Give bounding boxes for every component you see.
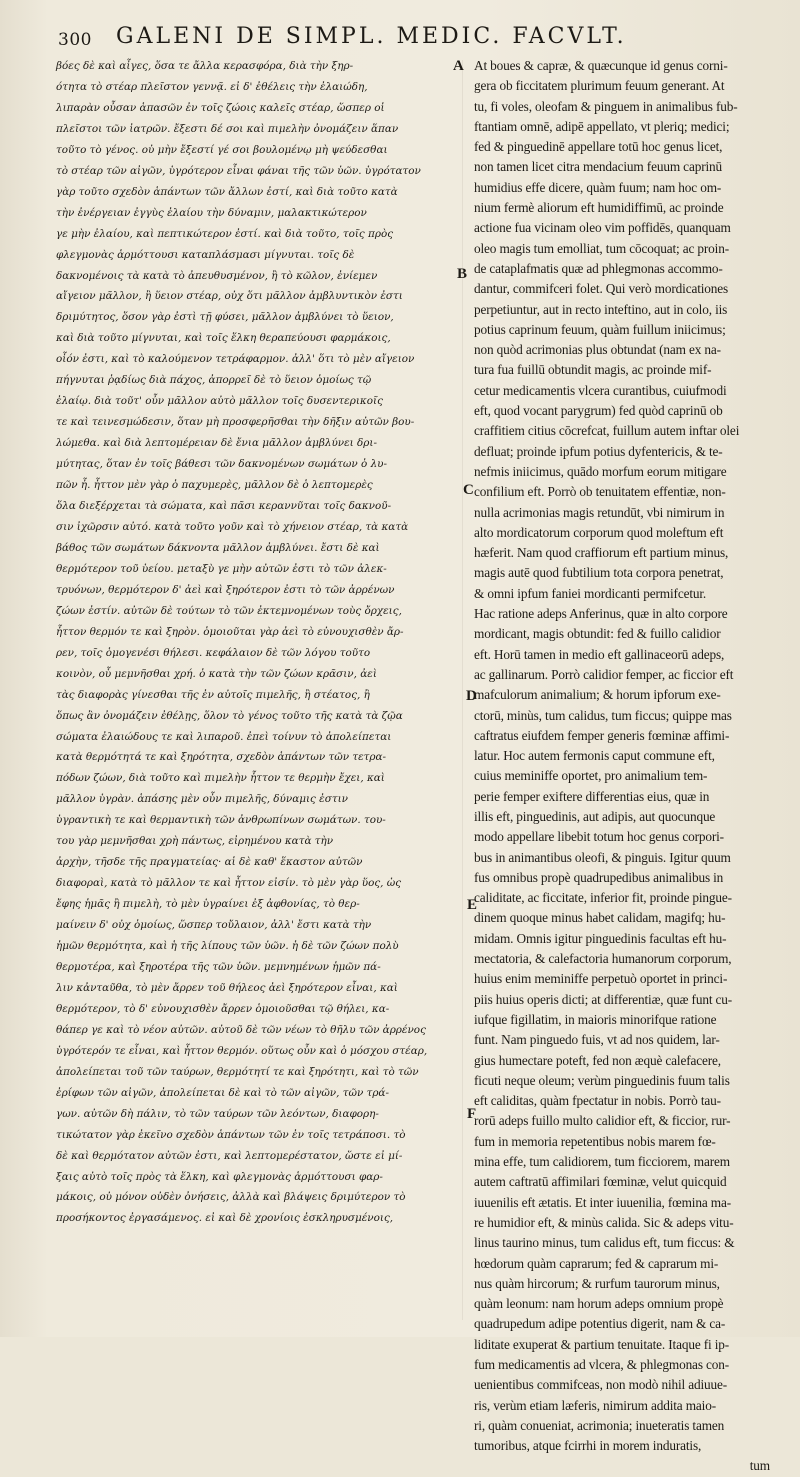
latin-text-line: hœdorum quàm caprarum; fed & caprarum mi- [474, 1255, 719, 1271]
latin-text-line: eft. Horū tamen in medio eft gallinaceorū adeps, [474, 646, 725, 662]
latin-text-line: nium fermè aliorum eft humidiffimū, ac proinde [474, 200, 724, 216]
greek-text-line: ὅλα διεξέρχεται τὰ σώματα, καὶ πᾶσι κεραννῦται τοῖς δακνοῦ- [56, 500, 392, 513]
greek-text-line: θερμότερον, τὸ δ' εὐνουχισθὲν ἄρρεν ὁμοιοῦσθαι τῷ θήλει, κα- [56, 1002, 390, 1015]
greek-text-line: πλεῖστοι τῶν ἰατρῶν. ἔξεστι δέ σοι καὶ πιμελὴν ὀνομάζειν ἅπαν [56, 122, 399, 135]
greek-text-line: γων. αὐτῶν δὴ πάλιν, τὸ τῶν ταύρων τῶν λεόντων, διαφορη- [56, 1107, 379, 1120]
greek-text-line: δὲ καὶ θερμότατον αὐτῶν ἐστι, καὶ λεπτομερέστατον, ὥστε εἰ μί- [56, 1149, 403, 1162]
margin-letter-a: A [453, 58, 464, 74]
latin-text-line: alto mordicatorum corporum quod moleftum eft [474, 524, 724, 540]
latin-text-line: ficuti neque oleum; verùm pinguedinis fuum talis [474, 1072, 730, 1088]
latin-text-line: potius caprinum feuum, quàm fuillum iniicimus; [474, 321, 726, 337]
latin-text-line: confilium eft. Porrò ob tenuitatem effentiæ, non- [474, 484, 726, 500]
latin-text-line: gius humectare poteft, fed non æquè calefacere, [474, 1052, 721, 1068]
greek-text-line: οἷόν ἐστι, καὶ τὸ καλούμενον τετράφαρμον. ἀλλ' ὅτι τὸ μὲν αἴγειον [56, 353, 415, 366]
latin-text-line: gera ob ficcitatem plurimum feuum generant. At [474, 78, 725, 94]
latin-text-line: liditate exuperat & partium tenuitate. Itaque fi ip- [474, 1336, 730, 1352]
greek-text-line: βάθος τῶν σωμάτων δάκνοντα μᾶλλον ἀμβλύνει. ἔστι δὲ καὶ [56, 541, 380, 554]
greek-text-line: αἴγειον μᾶλλον, ἢ ὕειον στέαρ, οὐχ ὅτι μᾶλλον ἀμβλυντικὸν ἐστι [56, 290, 403, 303]
greek-text-line: γὰρ τοῦτο σχεδὸν ἁπάντων τῶν ἄλλων ἐστί, καὶ διὰ τοῦτο κατὰ [56, 185, 398, 198]
greek-text-line: ἀρχὴν, τῆσδε τῆς πραγματείας· αἱ δὲ καθ' ἕκαστον αὐτῶν [56, 856, 363, 869]
latin-text-line: defluat; proinde ipfum potius dyfentericis, & te- [474, 443, 723, 459]
greek-text-line: μάκοις, οὐ μόνον οὐδὲν ὀνήσεις, ἀλλὰ καὶ βλάψεις δριμύτερον τὸ [56, 1191, 406, 1204]
latin-text-line: iuuenilis eft ætatis. Et inter iuuenilia, fœmina ma- [474, 1194, 731, 1210]
greek-text-line: λώμεθα. καὶ διὰ λεπτομέρειαν δὲ ἔνια μᾶλλον ἀμβλύνει δρι- [56, 437, 377, 450]
latin-text-line: piis huius operis dicti; at differentiæ, quæ funt cu- [474, 991, 733, 1007]
greek-text-line: κοινὸν, οὗ μεμνῆσθαι χρή. ὁ κατὰ τὴν τῶν ζώων κρᾶσιν, ἀεὶ [56, 667, 377, 680]
greek-text-line: ότητα τὸ στέαρ πλεῖστον γεννᾷ. εἰ δ' ἐθέλεις τὴν ἐλαιώδη, [56, 80, 368, 93]
greek-text-line: βόες δὲ καὶ αἶγες, ὅσα τε ἄλλα κερασφόρα, διὰ τὴν ξηρ- [56, 60, 354, 72]
latin-text-line: mordicant, magis obtundit: fed & fuillo calidior [474, 626, 721, 642]
latin-text-line: cetur medicamentis vlcera curantibus, cuiufmodi [474, 382, 727, 398]
latin-text-line: bus in animantibus oleofi, & pinguis. Igitur quum [474, 849, 731, 865]
greek-text-column [56, 56, 449, 1321]
latin-text-line: midam. Omnis igitur pinguedinis facultas eft hu- [474, 930, 727, 946]
latin-text-line: funt. Nam pinguedo fuis, vt ad nos quidem, lar- [474, 1032, 720, 1048]
latin-text-line: fed & pinguedinē appellare totū hoc genus licet, [474, 139, 723, 155]
greek-text-line: κατὰ θερμότητά τε καὶ ξηρότητα, σχεδὸν ἁπάντων τῶν τετρα- [56, 751, 387, 764]
latin-text-line: ri, quàm conueniat, acrimonia; inueteratis tamen [474, 1417, 725, 1433]
greek-text-line: τρυόνων, θερμότερον δ' ἀεὶ καὶ ξηρότερον ἐστι τὸ τῶν ἀρρένων [56, 583, 395, 596]
greek-text-line: ρεν, τοῖς ὁμογενέσι θήλεσι. κεφάλαιον δὲ τῶν λόγου τοῦτο [56, 646, 371, 659]
greek-text-line: μαίνειν δ' οὐχ ὁμοίως, ὥσπερ τοὔλαιον, ἀλλ' ἔστι κατὰ τὴν [56, 919, 372, 932]
latin-text-line: tu, fi voles, oleofam & pinguem in animalibus fub- [474, 98, 738, 114]
latin-text-line: & omni ipfum faniei mordicanti permifcetur. [474, 585, 707, 601]
latin-text-line: cuius meminiffe oportet, pro animalium tem- [474, 768, 708, 784]
greek-text-line: ἐλαίῳ. διὰ τοῦτ' οὖν μᾶλλον αὐτὸ μᾶλλον τοῖς δυσεντερικοῖς [56, 395, 383, 408]
greek-text-line: δακνομένοις τὰ κατὰ τὸ ἀπευθυσμένον, ἢ τὸ κῶλον, ἐνίεμεν [56, 269, 378, 282]
greek-text-line: ξαις αὐτὸ τοῖς πρὸς τὰ ἕλκη, καὶ φλεγμονὰς ἁρμόττουσι φαρ- [56, 1170, 383, 1183]
latin-text-line: hæferit. Nam quod craffiorum eft partium minus, [474, 545, 729, 561]
greek-text-line: σιν ἰχῶρσιν αὐτό. κατὰ τοῦτο γοῦν καὶ τὸ χήνειον στέαρ, τὰ κατὰ [56, 520, 409, 533]
greek-text-line: πῶν ἦ. ἧττον μὲν γὰρ ὁ παχυμερὲς, μᾶλλον δὲ ὁ λεπτομερὲς [56, 479, 373, 492]
latin-text-line: Hac ratione adeps Anferinus, quæ in alto corpore [474, 606, 728, 622]
margin-letter-d: D [466, 688, 477, 704]
latin-text-line: ris, verùm etiam læferis, nimirum addita maio- [474, 1397, 716, 1413]
latin-text-line: huius enim meminiffe perpetuò oportet in princi- [474, 971, 728, 987]
running-title: GALENI DE SIMPL. MEDIC. FACVLT. [116, 24, 627, 49]
greek-text-line: τὰς διαφορὰς γίνεσθαι τῆς ἐν αὐτοῖς πιμελῆς, ἢ στέατος, ἢ [56, 688, 370, 701]
margin-letter-f: F [467, 1106, 477, 1122]
greek-text-line: ὑγραντικὴ τε καὶ θερμαντικὴ τῶν ἀνθρωπίνων σωμάτων. του- [56, 814, 386, 827]
margin-letter-b: B [457, 266, 468, 282]
latin-text-line: dinem quoque minus habet calidam, magifq; hu- [474, 910, 726, 926]
greek-text-line: λιπαρὰν οὖσαν ἁπασῶν ἐν τοῖς ζώοις καλεῖς στέαρ, ὥσπερ οἱ [56, 101, 385, 114]
latin-text-line: tura fua fuillū obtundit magis, ac proinde mif- [474, 362, 712, 378]
greek-text-line: τε καὶ τεινεσμώδεσιν, ὅταν μὴ προσφερῆσθαι τὴν δῆξιν αὐτῶν βου- [56, 416, 415, 429]
greek-text-line: πήγνυται ῥᾳδίως διὰ πάχος, ἀπορρεῖ δὲ τὸ ὕειον ὁμοίως τῷ [56, 374, 372, 387]
greek-text-line: γε μὴν ἐλαίου, καὶ πεπτικώτερον ἐστί. καὶ διὰ τοῦτο, τοῖς πρὸς [56, 227, 394, 240]
latin-text-line: tumoribus, atque fcirrhi in morem induratis, [474, 1438, 702, 1454]
greek-text-line: ἡμῶν θερμότητα, καὶ ἡ τῆς λίπους τῶν ὑῶν. ἡ δὲ τῶν ζώων πολὺ [56, 940, 399, 953]
greek-text-line: ἧττον θερμόν τε καὶ ξηρὸν. ὁμοιοῦται γὰρ ἀεὶ τὸ εὐνουχισθὲν ἄρ- [56, 625, 404, 638]
latin-text-line: craffitiem citius cōcrefcat, fuillum autem inftar olei [474, 423, 740, 439]
greek-text-line: θερμότερον τοῦ ὑείου. μεταξὺ γε μὴν αὐτῶν ἐστι τὸ τῶν ἀλεκ- [56, 562, 387, 575]
latin-text-line: caliditate, ac ficcitate, inferior fit, proinde pingue- [474, 890, 732, 906]
latin-text-line: non tamen licet citra mendacium feuum caprinū [474, 159, 723, 175]
greek-text-line: σώματα ἐλαιώδους τε καὶ λιπαροῦ. ἐπεὶ τοίνυν τὸ ἀπολείπεται [56, 730, 392, 743]
latin-text-line: dantur, commifceri folet. Qui verò mordicationes [474, 281, 729, 297]
latin-text-line: ctorū, minùs, tum calidus, tum ficcus; quippe mas [474, 707, 732, 723]
latin-text-line: actione fua vicinam oleo vim poffidēs, quanquam [474, 220, 731, 236]
margin-letter-c: C [463, 482, 474, 498]
greek-text-line: τὴν ἐνέργειαν ἐγγὺς ἐλαίου τὴν δύναμιν, μαλακτικώτερον [56, 206, 367, 219]
latin-text-line: rorū adeps fuillo multo calidior eft, & ficcior, rur- [474, 1113, 731, 1129]
greek-text-line: ὅπως ἂν ὀνομάζειν ἐθέλῃς, ὅλον τὸ γένος τοῦτο τῆς κατὰ τὰ ζῷα [56, 709, 403, 722]
latin-text-line: mafculorum animalium; & horum ipforum exe- [474, 687, 721, 703]
greek-text-line: θάπερ γε καὶ τὸ νέον αὐτῶν. αὐτοῦ δὲ τῶν νέων τὸ θῆλυ τῶν ἀρρένος [56, 1023, 426, 1036]
greek-text-line: θερμοτέρα, καὶ ξηροτέρα τῆς τῶν ὑῶν. μεμνημένων ἡμῶν πά- [56, 960, 381, 973]
latin-text-line: uenientibus commifceas, non modò nihil adiuue- [474, 1377, 728, 1393]
latin-text-line: nefmis iniicimus, quādo morfum eorum mitigare [474, 463, 727, 479]
latin-text-line: At boues & capræ, & quæcunque id genus corni- [474, 58, 728, 73]
latin-text-line: magis autē quod fubtilium tota corpora penetrat, [474, 565, 724, 581]
latin-text-line: ac gallinarum. Porrò calidior femper, ac ficcior eft [474, 666, 734, 682]
greek-text-line: τοῦτο τὸ γένος. οὐ μὴν ἔξεστί γέ σοι βουλομένῳ μὴ ψεύδεσθαι [56, 143, 388, 156]
latin-text-line: oleo magis tum emolliat, tum cōcoquat; ac proin- [474, 240, 729, 256]
latin-text-line: non quòd acrimonias plus obtundat (nam ex na- [474, 342, 721, 358]
greek-text-line: διαφοραὶ, κατὰ τὸ μᾶλλον τε καὶ ἧττον εἰσίν. τὸ μὲν γὰρ ὕος, ὡς [56, 877, 402, 890]
latin-text-line: illis eft, pinguedinis, aut adipis, aut quocunque [474, 808, 716, 824]
greek-text-line: ἀπολείπεται τοῦ τῶν ταύρων, θερμότητί τε καὶ ξηρότητι, καὶ τὸ τῶν [56, 1065, 419, 1078]
latin-text-line: eft caliditas, quàm fpectatur in nobis. Porrò tau- [474, 1093, 721, 1109]
latin-text-line: de cataplafmatis quæ ad phlegmonas accommo- [474, 260, 723, 276]
catchword: tum [749, 1458, 770, 1474]
column-gutter [462, 60, 463, 1320]
latin-text-line: fum medicamentis ad vlcera, & phlegmonas con- [474, 1357, 730, 1372]
latin-text-line: modo appellare libebit totum hoc genus corpori- [474, 829, 724, 845]
latin-text-line: iufque figillatim, in maioris minorifque ratione [474, 1011, 717, 1027]
greek-text-line: ἐρίφων τῶν αἰγῶν, ἀπολείπεται δὲ καὶ τὸ τῶν αἰγῶν, τῶν τρά- [56, 1086, 389, 1099]
greek-text-line: ζώων ἐστίν. αὐτῶν δὲ τούτων τὸ τῶν ἐκτεμνομένων τοὺς ὄρχεις, [56, 604, 402, 617]
greek-text-line: προσήκοντος ἐργασάμενος. εἰ καὶ δὲ χρονίοις ἐσκληρυσμένοις, [56, 1212, 394, 1225]
greek-text-line: μύτητας, ὅταν ἐν τοῖς βάθεσι τῶν δακνομένων σωμάτων ὁ λυ- [56, 458, 387, 471]
latin-text-line: ftantiam omnē, adipē appellato, vt pleriq; medici; [474, 118, 730, 134]
latin-text-line: quadrupedum adipe potentius digerit, nam & ca- [474, 1316, 726, 1332]
latin-text-line: autem caftratū affimilari fœminæ, velut quicquid [474, 1174, 727, 1190]
margin-letter-e: E [467, 897, 478, 913]
latin-text-line: fus omnibus propè quadrupedibus animalibus in [474, 869, 724, 885]
latin-text-line: mectatoria, & calefactoria humanorum corporum, [474, 951, 732, 967]
greek-text-line: τικώτατον γὰρ ἐκεῖνο σχεδὸν ἁπάντων τῶν ἐν τοῖς τετράποσι. τὸ [56, 1128, 406, 1141]
greek-text-line: καὶ διὰ τοῦτο μίγνυται, καὶ τοῖς ἕλκη θεραπεύουσι φαρμάκοις, [56, 332, 391, 345]
greek-text-line: λιν κἀνταῦθα, τὸ μὲν ἄρρεν τοῦ θήλεος ἀεὶ ξηρότερον εἶναι, καὶ [56, 981, 398, 994]
latin-text-column [474, 56, 774, 1474]
greek-text-line: τὸ στέαρ τῶν αἰγῶν, ὑγρότερον εἶναι φάναι τῆς τῶν ὑῶν. ὑγρότατον [56, 164, 421, 177]
page-number: 300 [58, 30, 92, 50]
latin-text-line: quàm leonum: nam horum adeps omnium propè [474, 1296, 724, 1312]
latin-text-line: perie femper exiftere differentias eius, quæ in [474, 788, 710, 804]
latin-text-line: caftratus eiufdem femper generis fœminæ affimi- [474, 727, 730, 743]
latin-text-line: fum in memoria repetentibus nobis marem fœ- [474, 1133, 716, 1149]
greek-text-line: φλεγμονὰς ἁρμόττουσι καταπλάσμασι μίγνυται. τοῖς δὲ [56, 248, 355, 261]
latin-text-line: perpetiuntur, aut in recto inteftino, aut in colo, iis [474, 301, 728, 317]
latin-text-line: re humidior eft, & minùs calida. Sic & adeps vitu- [474, 1214, 734, 1230]
greek-text-line: ἔφης ἡμᾶς ἢ πιμελὴ, τὸ μὲν ὑγραίνει ἐξ ἀφθονίας, τὸ θερ- [56, 898, 360, 911]
latin-text-line: mina effe, tum calidiorem, tum ficciorem, marem [474, 1154, 730, 1170]
latin-text-line: humidius effe dicere, quàm fuum; nam hoc om- [474, 179, 722, 195]
latin-text-line: nus quàm hircorum; & rurfum taurorum minus, [474, 1275, 720, 1291]
greek-text-line: πόδων ζώων, διὰ τοῦτο καὶ πιμελὴν ἧττον τε θερμὴν ἔχει, καὶ [56, 772, 385, 785]
latin-text-line: linus taurino minus, tum calidus eft, tum ficcus: & [474, 1235, 735, 1251]
latin-text-line: nulla acrimonias magis retundūt, vbi nimirum in [474, 504, 725, 520]
latin-text-line: eft, quod vocant parygrum) fed quòd caprinū ob [474, 403, 723, 419]
greek-text-line: του γὰρ μεμνῆσθαι χρὴ πάντως, εἰρημένου κατὰ τὴν [56, 835, 334, 848]
greek-text-line: ὑγρότερόν τε εἶναι, καὶ ἧττον θερμόν. οὕτως οὖν καὶ ὁ μόσχου στέαρ, [56, 1044, 428, 1057]
greek-text-line: δριμύτητος, ὅσον γὰρ ἐστὶ τῇ φύσει, μᾶλλον ἀμβλύνει τὸ ὕειον, [56, 311, 394, 324]
greek-text-line: μᾶλλον ὑγρὰν. ἁπάσης μὲν οὖν πιμελῆς, δύναμις ἐστιν [56, 793, 348, 806]
latin-text-line: latur. Hoc autem fermonis caput commune eft, [474, 748, 715, 764]
